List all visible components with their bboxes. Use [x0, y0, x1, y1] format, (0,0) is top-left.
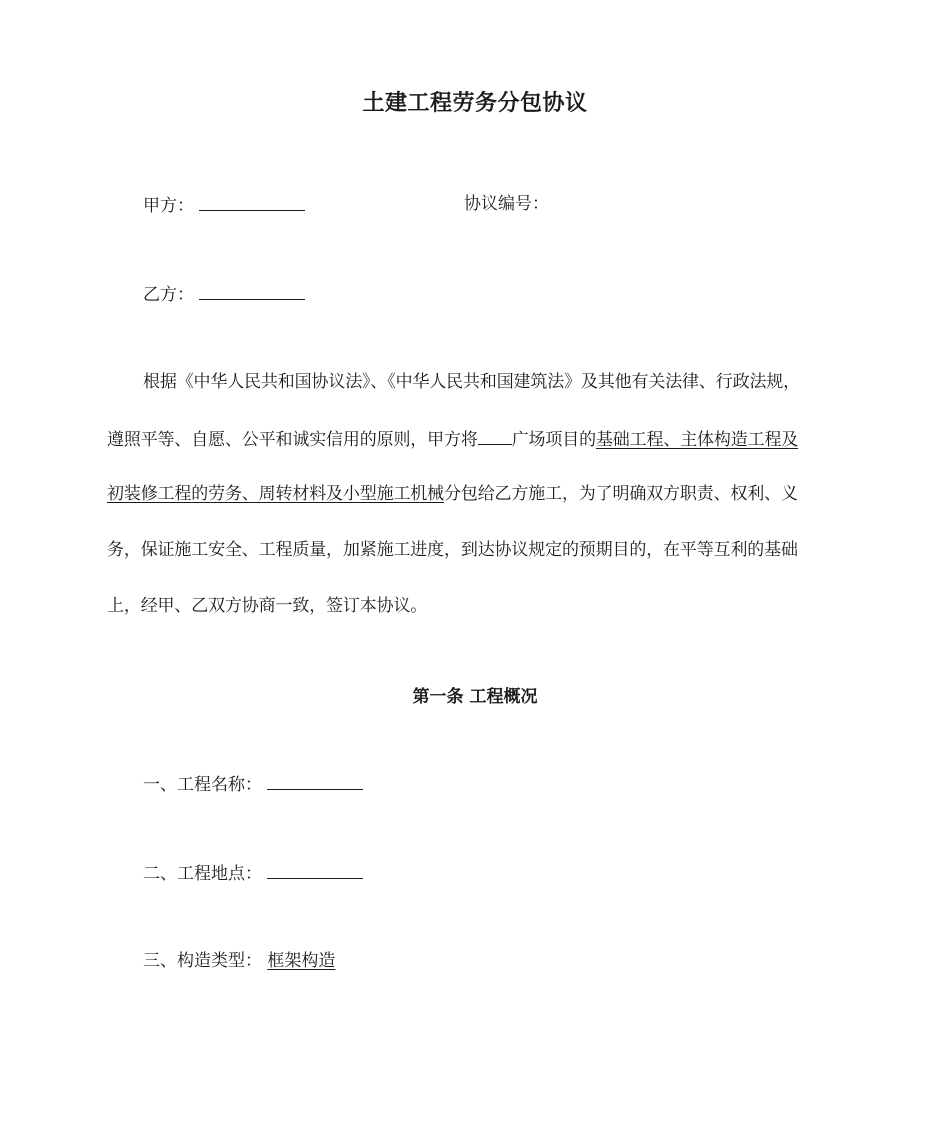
paragraph-line-2	[107, 426, 798, 452]
item-3-label: 三、构造类型：	[143, 951, 262, 971]
item-2-label: 二、工程地点：	[143, 864, 262, 884]
agreement-no-label: 协议编号：	[464, 194, 549, 214]
paragraph-line-4: 务，保证施工安全、工程质量，加紧施工进度，到达协议规定的预期目的，在平等互利的基础	[107, 540, 798, 560]
project-location-field-blank	[267, 860, 363, 879]
agreement-no-line	[464, 192, 549, 216]
scope-underlined-1: 基础工程、主体构造工程及	[595, 430, 799, 450]
paragraph-line-1: 根据《中华人民共和国协议法》、《中华人民共和国建筑法》及其他有关法律、行政法规，	[143, 372, 800, 392]
paragraph-line-2-mid: 广场项目的	[511, 430, 596, 450]
party-b-label: 乙方：	[143, 285, 194, 305]
party-a-line	[143, 192, 305, 218]
paragraph-line-3-post: 分包给乙方施工，为了明确双方职责、权利、义	[444, 484, 798, 504]
paragraph-line-5: 上，经甲、乙双方协商一致，签订本协议。	[107, 596, 428, 616]
project-name-field-blank	[267, 771, 363, 790]
party-a-label: 甲方：	[143, 196, 194, 216]
item-1-label: 一、工程名称：	[143, 775, 262, 795]
project-name-blank	[478, 426, 512, 445]
party-b-blank	[199, 281, 305, 300]
item-2-line	[143, 860, 363, 886]
item-3-line	[143, 949, 335, 973]
document-title: 土建工程劳务分包协议	[362, 91, 588, 116]
section-1-title: 第一条 工程概况	[412, 687, 538, 707]
item-1-line	[143, 771, 363, 797]
party-a-blank	[199, 192, 305, 211]
scope-underlined-2: 初装修工程的劳务、周转材料及小型施工机械	[107, 484, 444, 504]
structure-type-value: 框架构造	[267, 951, 336, 971]
party-b-line	[143, 281, 305, 307]
paragraph-line-3	[107, 482, 798, 506]
paragraph-line-2-pre: 遵照平等、自愿、公平和诚实信用的原则，甲方将	[107, 430, 478, 450]
